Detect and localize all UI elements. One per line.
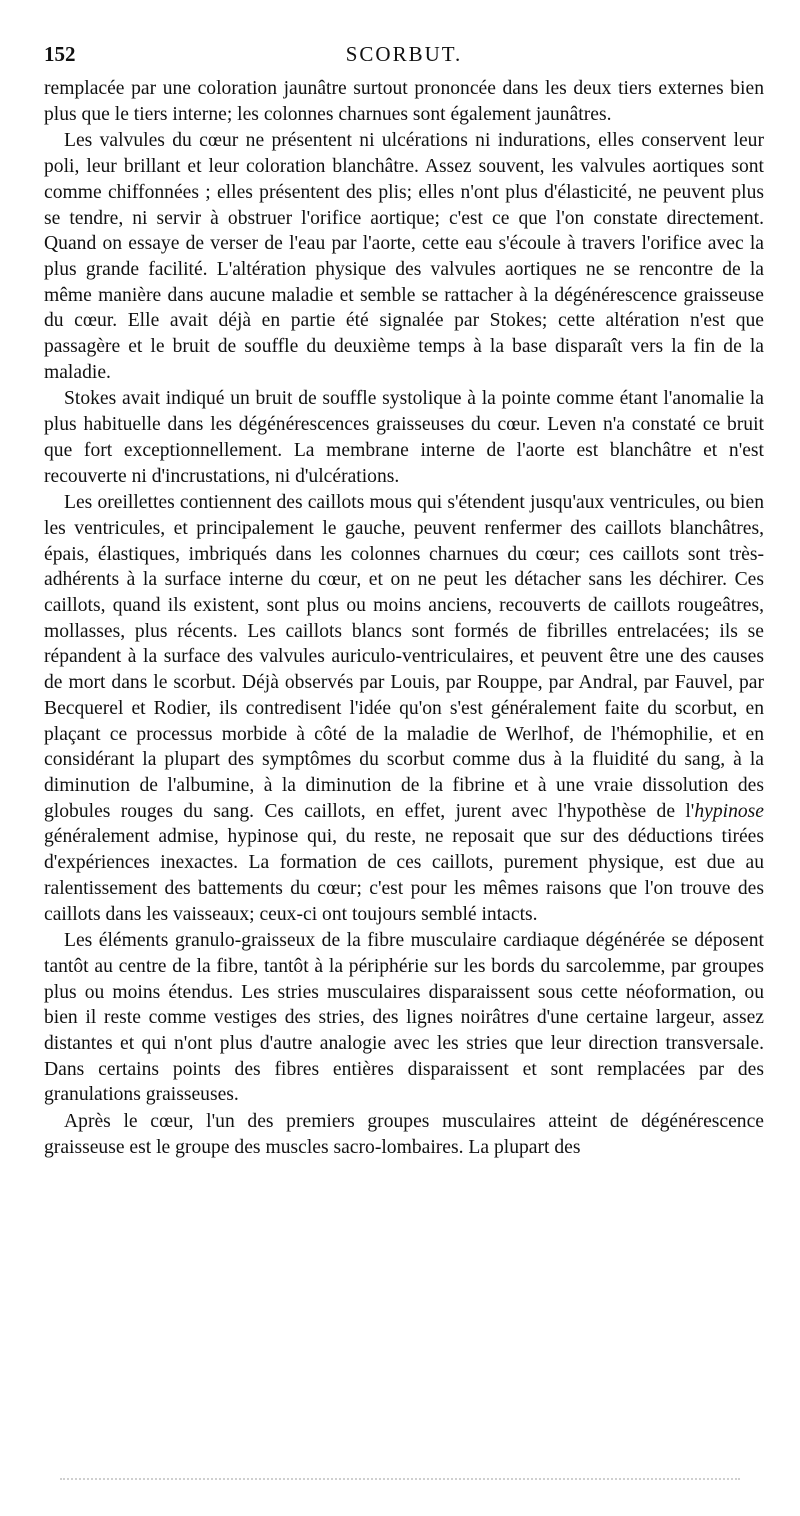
paragraph-clots-text-before: Les oreillettes contiennent des caillots mous qui s'étendent jusqu'aux ventricules, ou bien les ventricules, et principalement le gauche, peuvent renfermer des caillots blanchâtres, épais, élastiques, imbriqués dans les colonnes charnues du cœur; ces caillots sont très-adhérents à la surface interne du cœur, et on ne peut les détacher sans les déchirer. Ces caillots, quand ils existent, sont plus ou moins anciens, recouverts de caillots rougeâtres, mollasses, plus récents. Les caillots blancs sont formés de fibrilles entrelacées; ils se répandent à la surface des valvules auriculo-ventriculaires, et peuvent être une des causes de mort dans le scorbut. Déjà observés par Louis, par Rouppe, par Andral, par Fauvel, par Becquerel et Rodier, ils contredisent l'idée qu'on s'est généralement faite du scorbut, en plaçant ce processus morbide à côté de la maladie de Werlhof, de l'hémophilie, et en considérant la plupart des symptômes du scorbut comme dus à la fluidité du sang, à la diminution de l'albumine, à la diminution de la fibrine et à une vraie dissolution des globules rouges du sang. Ces caillots, en effet, jurent avec l'hypothèse de l' [44, 492, 764, 822]
body-text [44, 76, 764, 1161]
paragraph-valves: Les valvules du cœur ne présentent ni ulcérations ni indurations, elles conservent leur poli, leur brillant et leur coloration blanchâtre. Assez souvent, les valvules aortiques sont comme chiffonnées ; elles présentent des plis; elles n'ont plus d'élasticité, ne peuvent plus se tendre, ni servir à obstruer l'orifice aortique; c'est ce que l'on constate directement. Quand on essaye de verser de l'eau par l'aorte, cette eau s'écoule à travers l'orifice avec la plus grande facilité. L'altération physique des valvules aortiques ne se rencontre de la même manière dans aucune maladie et semble se rattacher à la dégénérescence graisseuse du cœur. Elle avait déjà en partie été signalée par Stokes; cette altération n'est que passagère et le bruit de souffle du deuxième temps à la base disparaît vers la fin de la maladie. [44, 130, 764, 383]
paragraph-fibre-elements: Les éléments granulo-graisseux de la fibre musculaire cardiaque dégénérée se déposent tantôt au centre de la fibre, tantôt à la périphérie sur les bords du sarcolemme, par groupes plus ou moins étendus. Les stries musculaires disparaissent sous cette néoformation, ou bien il reste comme vestiges des stries, des lignes noirâtres d'une certaine largeur, assez distantes et qui n'ont plus d'autre analogie avec les stries que leur direction transversale. Dans certains points des fibres entières disparaissent et sont remplacées par des granulations graisseuses. [44, 930, 764, 1106]
paragraph-muscle-groups: Après le cœur, l'un des premiers groupes musculaires atteint de dégénérescence graisseuse est le groupe des muscles sacro-lombaires. La plupart des [44, 1111, 764, 1158]
paragraph-continuation: remplacée par une coloration jaunâtre surtout prononcée dans les deux tiers externes bien plus que le tiers interne; les colonnes charnues sont également jaunâtres. [44, 78, 764, 125]
running-title: SCORBUT. [345, 42, 463, 66]
paragraph-stokes: Stokes avait indiqué un bruit de souffle systolique à la pointe comme étant l'anomalie la plus habituelle dans les dégénérescences graisseuses du cœur. Leven n'a constaté ce bruit que fort exceptionnellement. La membrane interne de l'aorte est blanchâtre et n'est recouverte ni d'incrustations, ni d'ulcérations. [44, 388, 764, 487]
bottom-rule [60, 1478, 740, 1480]
page-number: 152 [44, 42, 76, 66]
page-header [44, 40, 764, 76]
paragraph-clots-text-after: généralement admise, hypinose qui, du reste, ne reposait que sur des déductions tirées d'expériences inexactes. La formation de ces caillots, purement physique, est due au ralentissement des battements du cœur; c'est pour les mêmes raisons que l'on trouve des caillots dans les vaisseaux; ceux-ci ont toujours semblé intacts. [44, 826, 764, 925]
hypinose-emphasis: hypinose [694, 800, 764, 822]
paragraph-clots [44, 490, 764, 927]
